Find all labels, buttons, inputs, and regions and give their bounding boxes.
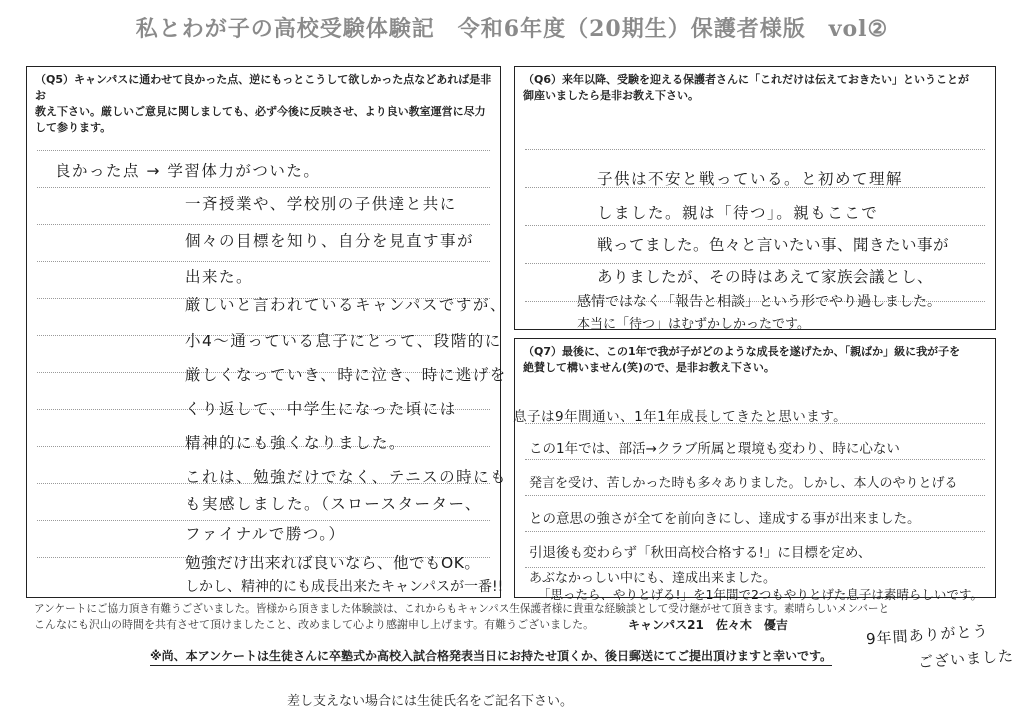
q5-answer-line: ファイナルで勝つ。） <box>185 525 346 543</box>
footer-thanks-line: こんなにも沢山の時間を共有させて頂けましたこと、改めまして心より感謝申し上げます。有難うございました。 <box>34 618 595 631</box>
q7-answer-line: 引退後も変わらず「秋田高校合格する!」に目標を定め、 <box>529 545 872 561</box>
q7-answer-line: 息子は9年間通い、1年1年成長してきたと思います。 <box>513 409 848 425</box>
q5-answer-line: 個々の目標を知り、自分を見直す事が <box>185 232 475 250</box>
answer-rule <box>525 459 985 460</box>
q5-answer-line: も実感しました。（スロースターター、 <box>185 495 482 513</box>
q6-answer-line: ありましたが、その時はあえて家族会議とし、 <box>597 268 934 286</box>
q6-answer-line: 本当に「待つ」はむずかしかったです。 <box>577 317 810 332</box>
answer-rule <box>37 224 490 225</box>
q5-answer-line: 出来た。 <box>185 268 254 286</box>
submission-notice: ※尚、本アンケートは生徒さんに卒塾式か高校入試合格発表当日にお持たせ頂くか、後日郵送にてご提出頂けますと幸いです。 <box>150 647 832 666</box>
answer-rule <box>525 263 985 264</box>
q7-answer-line: 発言を受け、苦しかった時も多々ありました。しかし、本人のやりとげる <box>529 476 958 491</box>
q5-answer-line: 厳しいと言われているキャンパスですが、 <box>185 296 507 314</box>
q5-box <box>26 66 508 598</box>
q5-question-line: （Q5）キャンパスに通わせて良かった点、逆にもっとこうして欲しかった点などあれば是非お <box>35 73 492 102</box>
q5-answer-line: 勉強だけ出来れば良いなら、他でもOK。 <box>185 554 481 572</box>
q6-answer-line: 感情ではなく「報告と相談」という形でやり過しました。 <box>577 294 941 310</box>
q7-question <box>523 344 987 376</box>
q5-answer-line: 小4～通っている息子にとって、段階的に <box>185 332 502 350</box>
q5-answer-line: しかし、精神的にも成長出来たキャンパスが一番!! <box>185 579 504 595</box>
q5-question <box>35 72 492 136</box>
q7-question-line: （Q7）最後に、この1年で我が子がどのような成長を遂げたか、「親ばか」級に我が子を <box>523 345 961 358</box>
q7-answer-line: この1年では、部活→クラブ所属と環境も変わり、時に心ない <box>529 441 900 457</box>
q5-question-line: 教え下さい。厳しいご意見に関しましても、必ず今後に反映させ、より良い教室運営に尽力 <box>35 105 486 118</box>
q6-answer-line: 子供は不安と戦っている。と初めて理解 <box>597 170 904 188</box>
q6-question-line: 御座いましたら是非お教え下さい。 <box>523 89 699 102</box>
answer-rule <box>525 225 985 226</box>
name-request: 差し支えない場合には生徒氏名をご記名下さい。 <box>287 694 574 709</box>
answer-rule <box>525 149 985 150</box>
side-note-line: 9年間ありがとう <box>865 621 990 649</box>
answer-rule <box>525 531 985 532</box>
q6-question-line: （Q6）来年以降、受験を迎える保護者さんに「これだけは伝えておきたい」ということが <box>523 73 970 86</box>
q5-question-line: して参ります。 <box>35 121 112 134</box>
q6-answer-line: 戦ってました。色々と言いたい事、聞きたい事が <box>597 236 950 254</box>
answer-rule <box>37 187 490 188</box>
q5-answer-line: くり返して、中学生になった頃には <box>185 400 457 418</box>
q5-answer-line: 良かった点 → 学習体力がついた。 <box>55 162 321 180</box>
answer-rule <box>37 520 490 521</box>
q6-box <box>514 66 996 330</box>
q6-answer-line: しました。親は「待つ」。親もここで <box>597 204 879 222</box>
q7-answer-line: との意思の強さが全てを前向きにし、達成する事が出来ました。 <box>529 511 921 527</box>
q7-question-line: 絶賛して構いません(笑)ので、是非お教え下さい。 <box>523 361 775 374</box>
q7-answer-line: あぶなかっしい中にも、達成出来ました。 <box>529 571 777 586</box>
answer-rule <box>37 150 490 151</box>
answer-rule <box>37 261 490 262</box>
q5-answer-line: 一斉授業や、学校別の子供達と共に <box>185 195 457 213</box>
page-title: 私とわが子の高校受験体験記 令和6年度（20期生）保護者様版 vol② <box>135 16 889 42</box>
q5-answer-line: 精神的にも強くなりました。 <box>185 434 407 452</box>
signature: キャンパス21 佐々木 優吉 <box>628 618 788 632</box>
q7-answer-line: 「思ったら、やりとげる!」を1年間で2つもやりとげた息子は素晴らしいです。 <box>538 587 983 602</box>
q7-box <box>514 338 996 598</box>
side-note-line: ございました <box>917 646 1015 672</box>
q5-answer-line: これは、勉強だけでなく、テニスの時にも <box>185 468 508 486</box>
footer-thanks-line: アンケートにご協力頂き有難うございました。皆様から頂きました体験談は、これからもキャンパス生保護者様に貴重な経験談として受け継がせて頂きます。素晴らしいメンバーと <box>34 603 890 615</box>
q6-question <box>523 72 987 104</box>
q5-answer-line: 厳しくなっていき、時に泣き、時に逃げを <box>185 366 507 384</box>
answer-rule <box>525 495 985 496</box>
